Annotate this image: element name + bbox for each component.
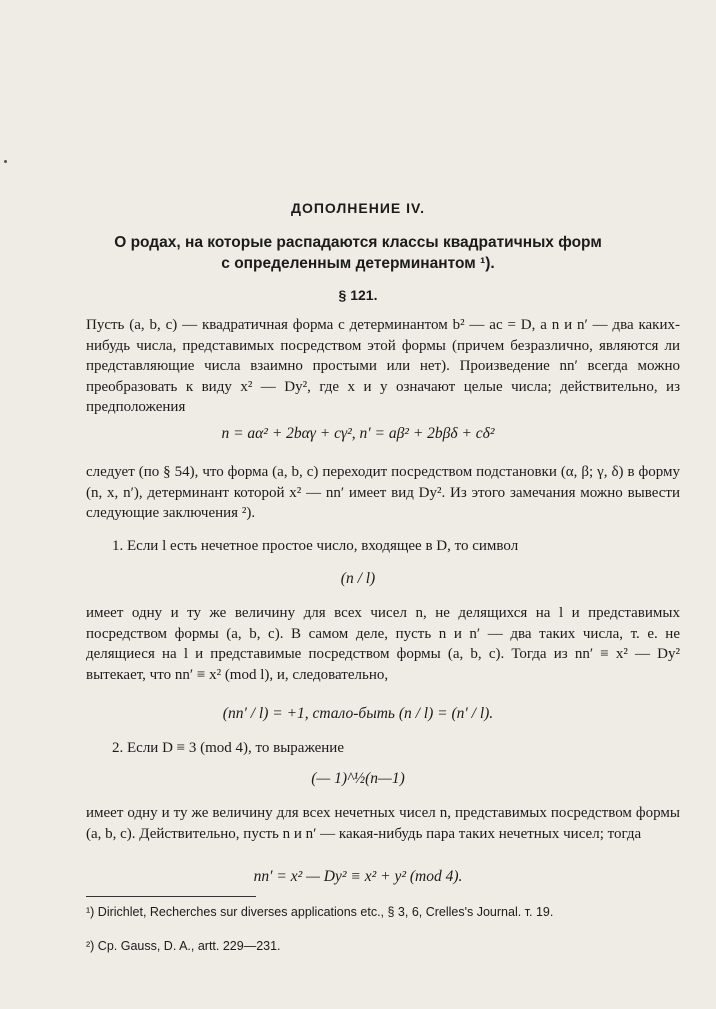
section-number: § 121. <box>338 287 378 303</box>
footnote-divider <box>86 896 256 897</box>
paragraph-intro: Пусть (a, b, c) — квадратичная форма с детерминантом b² — ac = D, а n и n′ — два каких-нибудь числа, представимых посредством этой формы (причем безразлично, являются ли представляющие числа взаимно простыми или нет). Произведение nn′ всегда можно преобразовать к виду x² — Dy², где x и y означают целые числа; действительно, из предположения <box>86 317 680 415</box>
subtitle-line-1: О родах, на которые распадаются классы квадратичных форм <box>114 234 602 251</box>
margin-speck <box>4 160 7 163</box>
paragraph-substitution: следует (по § 54), что форма (a, b, c) переходит посредством подстановки (α, β; γ, δ) в форму (n, x, n′), детерминант которой x² — nn′ имеет вид Dy². Из этого замечания можно вывести следующие заключения ²). <box>86 464 680 521</box>
subtitle-line-2: с определенным детерминантом ¹). <box>221 255 495 272</box>
chapter-subtitle <box>0 232 716 274</box>
paragraph-proof-1: имеет одну и ту же величину для всех чисел n, не делящихся на l и представимых посредством формы (a, b, c). В самом деле, пусть n и n′ — два таких числа, т. е. не делящиеся на l и представимые посредством формы (a, b, c). Тогда из nn′ ≡ x² — Dy² вытекает, что nn′ ≡ x² (mod l), и, следовательно, <box>86 605 680 683</box>
formula-symbol-equality: (nn′ / l) = +1, стало-быть (n / l) = (n′ / l). <box>222 705 494 722</box>
footnote-1: ¹) Dirichlet, Recherches sur diverses applications etc., § 3, 6, Crelles's Journal. т. 19. <box>86 905 554 919</box>
formula-sign-expression: (— 1)^½(n—1) <box>311 770 405 787</box>
paragraph-case-2: 2. Если D ≡ 3 (mod 4), то выражение <box>112 740 344 756</box>
footnote-2: ²) Ср. Gauss, D. A., artt. 229—231. <box>86 939 281 953</box>
formula-legendre-symbol: (n / l) <box>340 570 376 587</box>
appendix-title: ДОПОЛНЕНИЕ IV. <box>291 200 425 216</box>
paragraph-case-1: 1. Если l есть нечетное простое число, входящее в D, то символ <box>112 538 519 554</box>
formula-representations: n = aα² + 2bαγ + cγ², n′ = aβ² + 2bβδ + cδ² <box>221 425 495 442</box>
paragraph-proof-2: имеет одну и ту же величину для всех нечетных чисел n, представимых посредством формы (a, b, c). Действительно, пусть n и n′ — какая-нибудь пара таких нечетных чисел; тогда <box>86 805 680 842</box>
formula-congruence-mod-4: nn′ = x² — Dy² ≡ x² + y² (mod 4). <box>253 868 463 885</box>
